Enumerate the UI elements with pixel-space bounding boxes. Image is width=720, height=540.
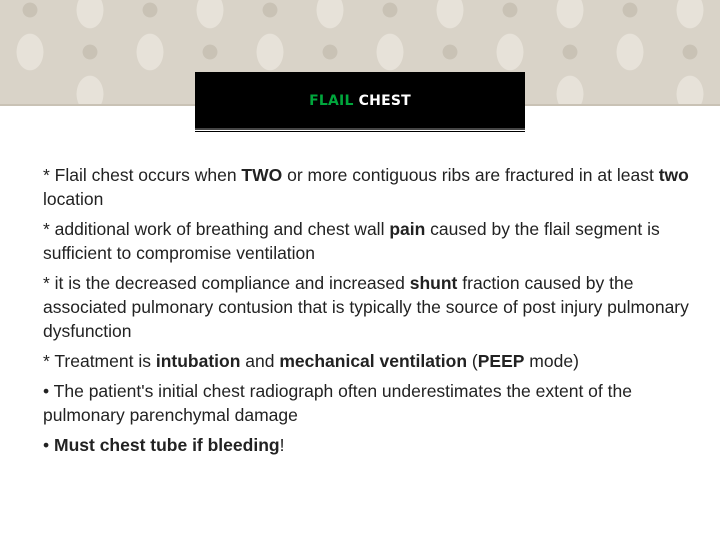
text-run: location — [43, 189, 104, 209]
paragraph — [43, 217, 693, 265]
bold-text-run: Must chest tube if bleeding — [54, 435, 280, 455]
text-run: or more contiguous ribs are fractured in at least — [282, 165, 659, 185]
text-run: * Treatment is — [43, 351, 156, 371]
text-run: • — [43, 435, 54, 455]
bold-text-run: mechanical ventilation — [279, 351, 468, 371]
text-run: ( — [467, 351, 478, 371]
paragraph — [43, 379, 693, 427]
text-run: caused by the flail segment is sufficient to compromise ventilation — [43, 219, 660, 263]
title-word-chest: CHEST — [358, 93, 411, 109]
text-run: * additional work of breathing and chest wall — [43, 219, 390, 239]
text-run: mode) — [524, 351, 579, 371]
text-run: and — [240, 351, 280, 371]
bold-text-run: PEEP — [477, 351, 525, 371]
paragraph — [43, 163, 693, 211]
bold-text-run: pain — [389, 219, 426, 239]
bold-text-run: shunt — [409, 273, 458, 293]
bold-text-run: TWO — [241, 165, 283, 185]
slide-body — [43, 163, 693, 463]
paragraph — [43, 271, 693, 343]
slide-title — [309, 93, 411, 109]
text-run: fraction caused by the associated pulmonary contusion that is typically the source of post injury pulmonary dysfunction — [43, 273, 689, 341]
bold-text-run: intubation — [155, 351, 241, 371]
title-word-flail: FLAIL — [309, 93, 354, 109]
text-run: * Flail chest occurs when — [43, 165, 242, 185]
title-box — [195, 72, 525, 130]
text-run: * it is the decreased compliance and increased — [43, 273, 410, 293]
text-run: ! — [279, 435, 285, 455]
bold-text-run: two — [658, 165, 689, 185]
paragraph — [43, 349, 693, 373]
paragraph — [43, 433, 693, 457]
text-run: • The patient's initial chest radiograph often underestimates the extent of the pulmonary parenchymal damage — [43, 381, 632, 425]
